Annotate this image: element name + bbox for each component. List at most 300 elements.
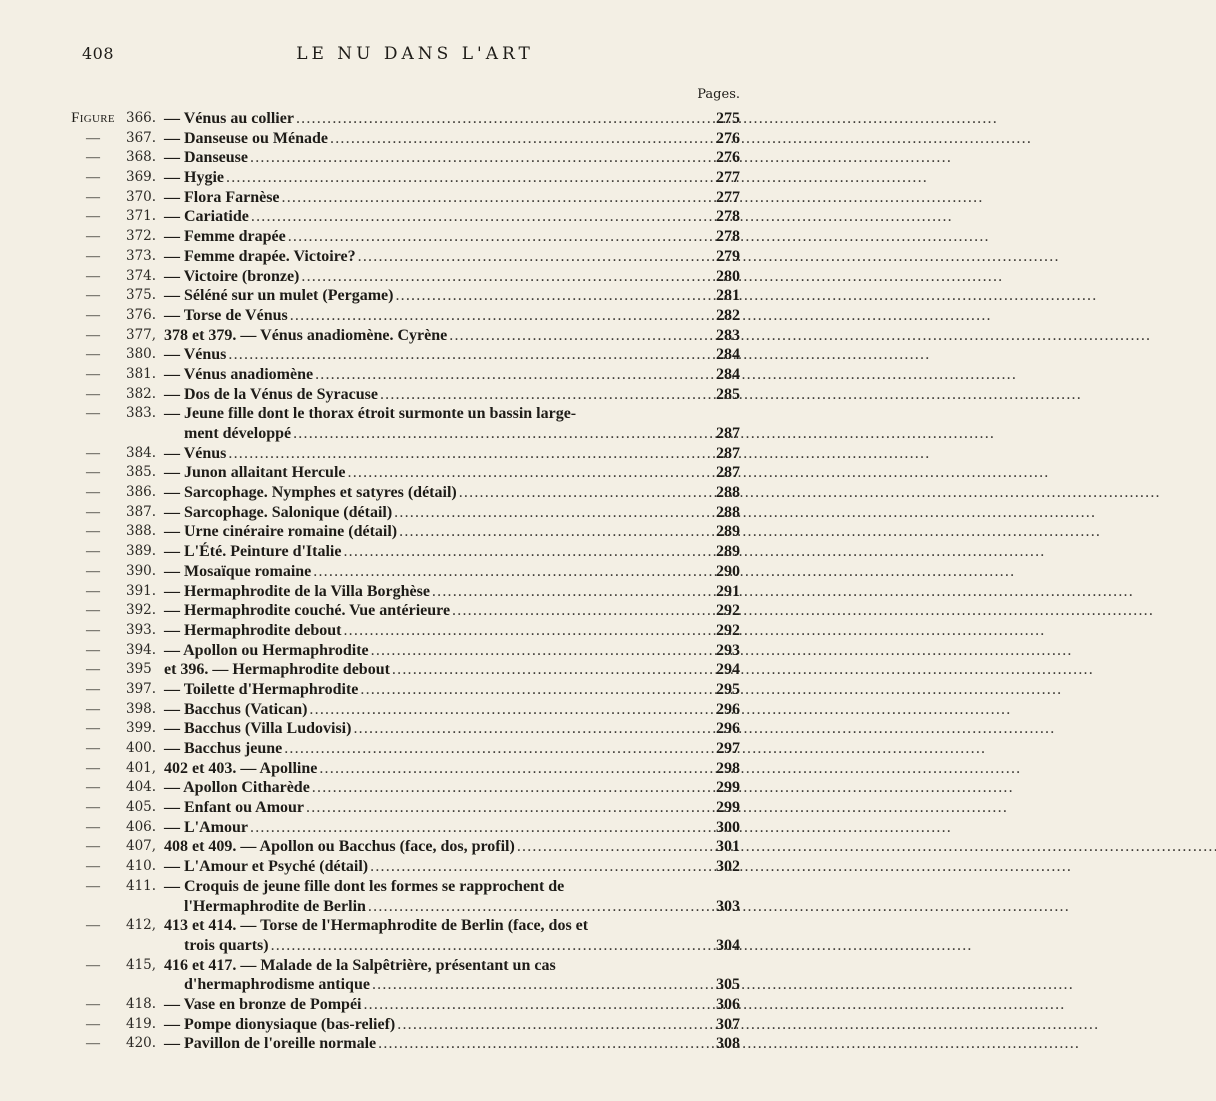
figure-title: — Urne cinéraire romaine (détail) — [164, 523, 398, 541]
figure-number: 392. — [126, 602, 157, 619]
figure-title-line — [164, 956, 686, 976]
page-ref: 299 — [716, 779, 740, 797]
list-item — [60, 227, 740, 247]
figure-number: 398. — [126, 700, 157, 717]
figure-title: — Dos de la Vénus de Syracuse — [164, 385, 378, 403]
figure-prefix: — — [86, 150, 100, 166]
figure-number: 391. — [126, 582, 157, 599]
figure-title-line — [164, 680, 686, 700]
list-item — [60, 641, 740, 661]
list-item — [60, 168, 740, 188]
dot-leader — [317, 759, 1018, 779]
figure-prefix: — — [86, 544, 100, 560]
list-item — [60, 326, 740, 346]
list-item — [60, 956, 740, 976]
figure-number: 401, — [126, 759, 157, 776]
figure-number: 418. — [126, 995, 157, 1012]
figure-title: — Cariatide — [164, 208, 249, 226]
dot-leader — [294, 109, 995, 129]
list-item — [60, 857, 740, 877]
figure-title-line — [164, 700, 686, 720]
page-ref: 279 — [716, 247, 740, 265]
figure-number: 405. — [126, 799, 157, 816]
figure-number: 367. — [126, 129, 157, 146]
figure-prefix: — — [86, 386, 100, 402]
figure-prefix: — — [86, 1016, 100, 1032]
list-item — [60, 542, 740, 562]
list-item — [60, 345, 740, 365]
figure-title-line — [164, 916, 686, 936]
figure-title: — Bacchus (Vatican) — [164, 700, 308, 718]
figure-title: — Bacchus jeune — [164, 740, 283, 757]
list-item — [60, 621, 740, 641]
list-item — [60, 680, 740, 700]
page-ref: 278 — [716, 208, 740, 226]
dot-leader — [280, 188, 981, 208]
dot-leader — [390, 660, 1091, 680]
dot-leader — [310, 778, 1011, 798]
figure-prefix: — — [86, 524, 100, 540]
figure-number: 397. — [126, 680, 157, 697]
figure-number: 385. — [126, 464, 157, 481]
figure-prefix: — — [86, 563, 100, 579]
dot-leader — [447, 326, 1148, 346]
figure-prefix: — — [86, 701, 100, 717]
figure-title: — L'Été. Peinture d'Italie — [164, 543, 342, 561]
figure-number: 366. — [126, 110, 157, 126]
figure-title-line — [184, 424, 686, 444]
figure-title-line — [164, 385, 686, 405]
figure-title: — Pompe dionysiaque (bas-relief) — [164, 1015, 396, 1033]
page-ref: 298 — [716, 759, 740, 777]
list-item-continuation — [60, 975, 740, 995]
figure-title: — Apollon Citharède — [164, 779, 310, 797]
figure-title-line — [164, 818, 686, 838]
figure-title: — Femme drapée. Victoire? — [164, 247, 356, 265]
dot-leader — [311, 562, 1012, 582]
dot-leader — [226, 444, 927, 464]
pages-column-label: Pages. — [697, 87, 740, 102]
list-item — [60, 129, 740, 149]
page-ref: 307 — [716, 1015, 740, 1033]
page-ref: 285 — [716, 385, 740, 403]
figure-number: 395 — [126, 661, 152, 678]
figure-prefix: — — [86, 741, 100, 756]
figure-title: — Enfant ou Amour — [164, 799, 305, 817]
figure-number: 415, — [126, 956, 157, 973]
figure-title: — Hermaphrodite debout — [164, 621, 342, 639]
figure-title-line — [164, 601, 686, 621]
list-item — [60, 759, 740, 779]
figure-number: 393. — [126, 621, 157, 638]
figure-title: 413 et 414. — Torse de l'Hermaphrodite de Berlin (face, dos et — [164, 917, 589, 935]
figure-title-line — [184, 897, 686, 917]
figure-title: d'hermaphrodisme antique — [184, 976, 370, 994]
figure-title: — Vénus anadiomène — [164, 365, 314, 383]
figure-title: — Vénus au collier — [164, 110, 294, 127]
figure-title-line — [164, 739, 686, 759]
figure-title: — Femme drapée — [164, 228, 286, 246]
figure-number: 389. — [126, 543, 157, 560]
list-item-continuation — [60, 936, 740, 956]
figure-prefix: — — [86, 288, 100, 304]
figure-number: 387. — [126, 503, 157, 520]
list-item — [60, 148, 740, 168]
page-ref: 283 — [716, 326, 740, 344]
figure-number: 383. — [126, 405, 157, 422]
dot-leader — [392, 503, 1093, 523]
figure-title-line — [164, 995, 686, 1015]
figure-prefix: — — [86, 642, 100, 658]
dot-leader — [313, 365, 1014, 385]
figure-title: — Mosaïque romaine — [164, 562, 312, 580]
figure-list — [60, 109, 740, 1054]
page-ref: 276 — [716, 149, 740, 167]
figure-number: 374. — [126, 267, 157, 284]
page-ref: 296 — [716, 700, 740, 718]
list-item — [60, 385, 740, 405]
figure-title: l'Hermaphrodite de Berlin — [184, 897, 366, 915]
figure-prefix: — — [86, 957, 100, 973]
page-ref: 277 — [716, 188, 740, 206]
page-ref: 284 — [716, 346, 740, 364]
figure-title-line — [164, 857, 686, 877]
page-ref: 297 — [716, 740, 740, 757]
figure-number: 419. — [126, 1015, 157, 1032]
figure-title-line — [164, 1015, 686, 1035]
figure-title: — Bacchus (Villa Ludovisi) — [164, 720, 352, 738]
running-title: LE NU DANS L'ART — [296, 44, 534, 64]
dot-leader — [395, 1015, 1096, 1035]
figure-title-line — [164, 109, 686, 129]
figure-prefix: — — [86, 406, 100, 422]
figure-title-line — [164, 129, 686, 149]
figure-title: 402 et 403. — Apolline — [164, 759, 318, 777]
figure-title: — Sarcophage. Salonique (détail) — [164, 503, 393, 521]
figure-prefix: — — [86, 662, 100, 678]
dot-leader — [515, 837, 1216, 857]
figure-prefix: — — [86, 622, 100, 638]
figure-title: — Hermaphrodite de la Villa Borghèse — [164, 582, 430, 600]
figure-title-line — [164, 1034, 686, 1054]
figure-title-line — [164, 759, 686, 779]
figure-title: — Pavillon de l'oreille normale — [164, 1035, 377, 1053]
list-item — [60, 483, 740, 503]
figure-title-line — [164, 345, 686, 365]
dot-leader — [328, 129, 1029, 149]
figure-prefix: Figure — [71, 110, 115, 126]
figure-title-line — [164, 641, 686, 661]
page-ref: 275 — [716, 110, 740, 127]
figure-number: 368. — [126, 149, 157, 166]
figure-title-line — [164, 444, 686, 464]
figure-number: 370. — [126, 188, 157, 205]
dot-leader — [430, 582, 1131, 602]
figure-title-line — [184, 936, 686, 956]
list-item — [60, 267, 740, 287]
figure-title: — Danseuse ou Ménade — [164, 129, 329, 147]
figure-number: 372. — [126, 228, 157, 245]
figure-number: 400. — [126, 740, 157, 756]
figure-title: — Hermaphrodite couché. Vue antérieure — [164, 602, 451, 620]
page-ref: 289 — [716, 543, 740, 561]
dot-leader — [282, 739, 983, 759]
page-ref: 308 — [716, 1035, 740, 1053]
list-item — [60, 404, 740, 424]
figure-title: — Junon allaitant Hercule — [164, 464, 346, 482]
dot-leader — [286, 227, 987, 247]
figure-title: — Victoire (bronze) — [164, 267, 300, 285]
figure-title-line — [164, 582, 686, 602]
figure-title: — Apollon ou Hermaphrodite — [164, 641, 369, 659]
page-ref: 292 — [716, 621, 740, 639]
figure-title: — Torse de Vénus — [164, 306, 288, 324]
figure-number: 406. — [126, 818, 157, 835]
figure-title-line — [164, 168, 686, 188]
figure-prefix: — — [86, 800, 100, 816]
dot-leader — [450, 601, 1151, 621]
figure-title: ment développé — [184, 425, 292, 442]
figure-number: 407, — [126, 838, 157, 855]
page-ref: 290 — [716, 562, 740, 580]
figure-prefix: — — [86, 307, 100, 323]
figure-title: — L'Amour et Psyché (détail) — [164, 858, 369, 876]
list-item — [60, 582, 740, 602]
figure-number: 369. — [126, 169, 157, 186]
figure-title: — Sarcophage. Nymphes et satyres (détail) — [164, 484, 457, 502]
figure-title: — Vénus — [164, 346, 227, 364]
list-item — [60, 995, 740, 1015]
list-item-continuation — [60, 897, 740, 917]
figure-number: 390. — [126, 562, 157, 579]
list-item — [60, 522, 740, 542]
figure-title: trois quarts) — [184, 936, 269, 954]
figure-prefix: — — [86, 996, 100, 1012]
figure-number: 375. — [126, 287, 157, 304]
figure-prefix: — — [86, 209, 100, 225]
figure-title: — Toilette d'Hermaphrodite — [164, 680, 359, 698]
list-item — [60, 778, 740, 798]
figure-title-line — [164, 404, 686, 424]
figure-prefix: — — [86, 780, 100, 796]
page-ref: 277 — [716, 169, 740, 187]
figure-title-line — [164, 267, 686, 287]
figure-number: 420. — [126, 1035, 157, 1052]
list-item — [60, 463, 740, 483]
figure-title-line — [164, 542, 686, 562]
figure-title-line — [164, 227, 686, 247]
figure-number: 404. — [126, 779, 157, 796]
figure-title: — Danseuse — [164, 149, 249, 167]
page-ref: 288 — [716, 484, 740, 502]
figure-prefix: — — [86, 583, 100, 599]
figure-prefix: — — [86, 248, 100, 264]
page-ref: 294 — [716, 661, 740, 679]
list-item — [60, 837, 740, 857]
page-ref: 306 — [716, 995, 740, 1013]
figure-title-line — [164, 778, 686, 798]
list-item — [60, 916, 740, 936]
page-ref: 292 — [716, 602, 740, 620]
figure-title-line — [164, 877, 686, 897]
page-ref: 303 — [716, 897, 740, 915]
figure-title-line — [164, 286, 686, 306]
figure-prefix: — — [86, 189, 100, 205]
figure-title-line — [164, 365, 686, 385]
figure-prefix: — — [86, 819, 100, 835]
page-ref: 300 — [716, 818, 740, 836]
page-ref: 278 — [716, 228, 740, 246]
dot-leader — [248, 148, 949, 168]
figure-number: 386. — [126, 484, 157, 501]
list-item — [60, 1034, 740, 1054]
dot-leader — [249, 207, 950, 227]
page-ref: 276 — [716, 129, 740, 147]
figure-number: 399. — [126, 720, 157, 737]
figure-prefix: — — [86, 603, 100, 619]
figure-prefix: — — [86, 918, 100, 934]
page-ref: 293 — [716, 641, 740, 659]
page-ref: 289 — [716, 523, 740, 541]
page-number: 408 — [82, 44, 115, 63]
figure-title-line — [164, 522, 686, 542]
figure-prefix: — — [86, 327, 100, 343]
figure-title: — Séléné sur un mulet (Pergame) — [164, 287, 394, 305]
figure-number: 381. — [126, 365, 157, 382]
figure-title: 416 et 417. — Malade de la Salpêtrière, présentant un cas — [164, 956, 556, 974]
list-item — [60, 247, 740, 267]
figure-title-line — [164, 326, 686, 346]
figure-title: — Jeune fille dont le thorax étroit surmonte un bassin large- — [164, 405, 577, 423]
page-ref: 287 — [716, 425, 740, 442]
figure-prefix: — — [86, 504, 100, 520]
figure-title-line — [164, 148, 686, 168]
list-item — [60, 719, 740, 739]
figure-number: 412, — [126, 917, 157, 934]
list-item — [60, 660, 740, 680]
figure-prefix: — — [86, 366, 100, 382]
page-ref: 287 — [716, 464, 740, 482]
figure-title-line — [164, 306, 686, 326]
figure-number: 382. — [126, 385, 157, 402]
page-ref: 296 — [716, 720, 740, 738]
figure-prefix: — — [86, 465, 100, 481]
figure-title-line — [164, 621, 686, 641]
figure-prefix: — — [86, 1036, 100, 1052]
figure-title-line — [164, 837, 686, 857]
figure-prefix: — — [86, 485, 100, 501]
figure-prefix: — — [86, 839, 100, 855]
dot-leader — [307, 700, 1008, 720]
list-item — [60, 306, 740, 326]
figure-title-line — [164, 660, 686, 680]
figure-prefix: — — [86, 170, 100, 186]
page-ref: 284 — [716, 365, 740, 383]
figure-number: 394. — [126, 641, 157, 658]
page-ref: 282 — [716, 306, 740, 324]
list-item — [60, 365, 740, 385]
figure-title-line — [164, 503, 686, 523]
page-ref: 281 — [716, 287, 740, 305]
figure-title-line — [164, 247, 686, 267]
figure-title: — Flora Farnèse — [164, 188, 280, 206]
dot-leader — [269, 936, 970, 956]
page-ref: 288 — [716, 503, 740, 521]
list-item — [60, 207, 740, 227]
figure-title: — Vénus — [164, 444, 227, 462]
figure-title: 408 et 409. — Apollon ou Bacchus (face, dos, profil) — [164, 838, 515, 856]
figure-title-line — [164, 207, 686, 227]
dot-leader — [397, 522, 1098, 542]
figure-number: 380. — [126, 346, 157, 363]
list-item — [60, 109, 740, 129]
figure-prefix: — — [86, 721, 100, 737]
figure-prefix: — — [86, 878, 100, 894]
figure-number: 377, — [126, 326, 157, 343]
page-ref: 291 — [716, 582, 740, 600]
figure-number: 410. — [126, 858, 157, 875]
dot-leader — [457, 483, 1158, 503]
page-ref: 305 — [716, 976, 740, 994]
dot-leader — [304, 798, 1005, 818]
page-ref: 287 — [716, 444, 740, 462]
list-item — [60, 188, 740, 208]
figure-title-line — [164, 483, 686, 503]
figure-title: — L'Amour — [164, 818, 248, 836]
list-item — [60, 444, 740, 464]
list-item — [60, 700, 740, 720]
figure-number: 371. — [126, 208, 157, 225]
figure-title-line — [164, 719, 686, 739]
figure-prefix: — — [86, 760, 100, 776]
list-item — [60, 818, 740, 838]
dot-leader — [291, 424, 992, 444]
figure-prefix: — — [86, 347, 100, 363]
figure-prefix: — — [86, 681, 100, 697]
figure-title-line — [164, 562, 686, 582]
figure-title-line — [164, 798, 686, 818]
figure-title-line — [164, 188, 686, 208]
figure-number: 376. — [126, 306, 157, 323]
figure-title: et 396. — Hermaphrodite debout — [164, 661, 390, 679]
list-item — [60, 739, 740, 759]
page-header — [82, 44, 748, 74]
dot-leader — [248, 818, 949, 838]
figure-prefix: — — [86, 130, 100, 146]
dot-leader — [224, 168, 925, 188]
dot-leader — [299, 267, 1000, 287]
page-ref: 304 — [716, 936, 740, 954]
figure-prefix: — — [86, 445, 100, 461]
figure-title: 378 et 379. — Vénus anadiomène. Cyrène — [164, 326, 448, 344]
list-item — [60, 503, 740, 523]
figure-title: — Croquis de jeune fille dont les formes se rapprochent de — [164, 877, 565, 895]
list-item — [60, 601, 740, 621]
figure-title-line — [184, 975, 686, 995]
figure-prefix: — — [86, 268, 100, 284]
page-ref: 280 — [716, 267, 740, 285]
page-ref: 295 — [716, 680, 740, 698]
figure-number: 384. — [126, 444, 157, 461]
dot-leader — [288, 306, 989, 326]
list-item — [60, 286, 740, 306]
figure-title: — Vase en bronze de Pompéi — [164, 995, 362, 1013]
list-item — [60, 798, 740, 818]
page-ref: 301 — [716, 838, 740, 856]
list-item — [60, 1015, 740, 1035]
figure-number: 411. — [126, 877, 157, 894]
list-item — [60, 877, 740, 897]
